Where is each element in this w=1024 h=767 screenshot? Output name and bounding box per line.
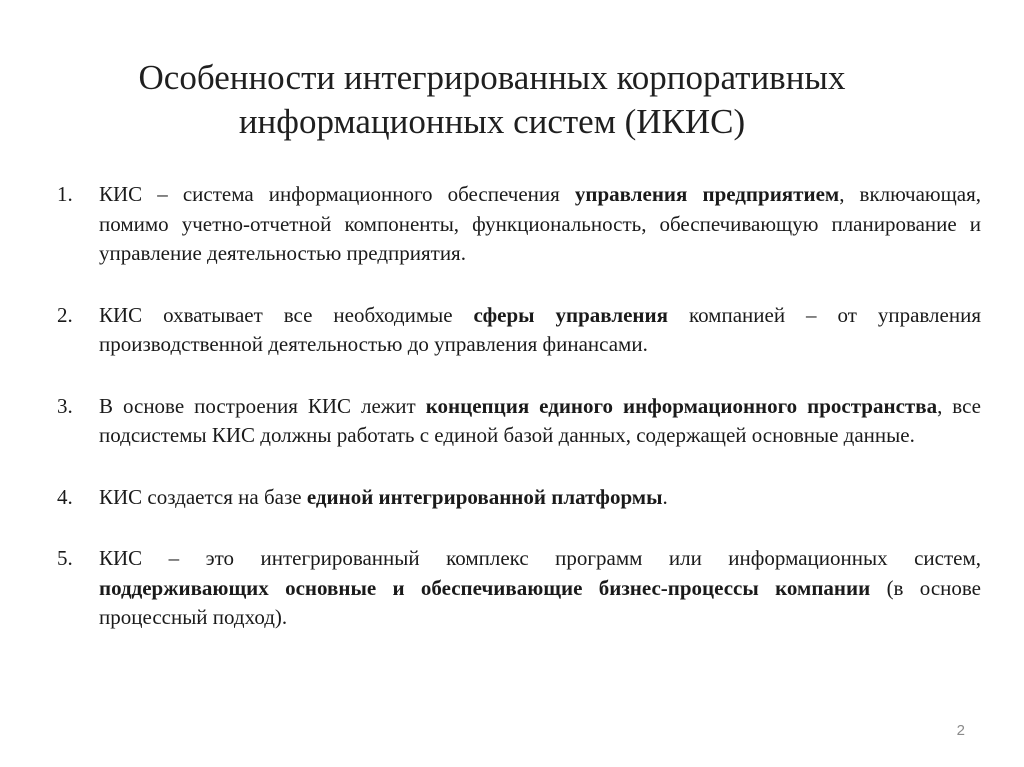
slide-title-line-2: информационных систем (ИКИС) <box>238 102 746 141</box>
page-number: 2 <box>956 722 965 739</box>
bold-text-segment: единой интегрированной платформы <box>306 484 663 509</box>
list-item-number: 1. <box>57 182 73 206</box>
list-item-text <box>99 301 981 360</box>
list-item <box>57 544 981 633</box>
numbered-list <box>57 180 981 665</box>
text-segment: , все подсистемы КИС должны работать с единой базой данных, содержащей основные данные. <box>99 393 981 447</box>
list-item-number: 2. <box>57 302 73 327</box>
bold-text-segment: поддерживающих основные и обеспечивающие бизнес-процессы компании <box>99 575 871 600</box>
list-item-text <box>99 180 981 269</box>
text-segment: (в основе процессный подход). <box>99 575 981 629</box>
text-segment: КИС охватывает все необходимые <box>99 302 474 327</box>
list-item-number: 4. <box>57 484 73 509</box>
slide-title <box>40 56 944 144</box>
list-item-text <box>99 483 981 513</box>
text-segment: . <box>662 484 668 509</box>
text-segment: КИС – это интегрированный комплекс программ или информационных систем, <box>99 546 981 570</box>
text-segment: , включающая, помимо учетно-отчетной компоненты, функциональность, обеспечивающую планирование и управление деятельностью предприятия. <box>99 182 981 265</box>
bold-text-segment: концепция единого информационного пространства <box>425 393 938 418</box>
list-item-number: 5. <box>57 546 73 570</box>
text-segment: компанией – от управления производственной деятельностью до управления финансами. <box>99 302 981 356</box>
list-item-text <box>99 392 981 451</box>
list-item <box>57 301 981 360</box>
slide-title-line-1: Особенности интегрированных корпоративных <box>138 58 846 97</box>
text-segment: КИС – система информационного обеспечения <box>99 182 575 206</box>
bold-text-segment: сферы управления <box>473 302 668 327</box>
list-item <box>57 483 981 513</box>
text-segment: В основе построения КИС лежит <box>99 393 426 418</box>
list-item-text <box>99 544 981 633</box>
text-segment: КИС создается на базе <box>99 484 307 509</box>
list-item <box>57 392 981 451</box>
list-item <box>57 180 981 269</box>
bold-text-segment: управления предприятием <box>574 182 840 206</box>
list-item-number: 3. <box>57 393 73 418</box>
